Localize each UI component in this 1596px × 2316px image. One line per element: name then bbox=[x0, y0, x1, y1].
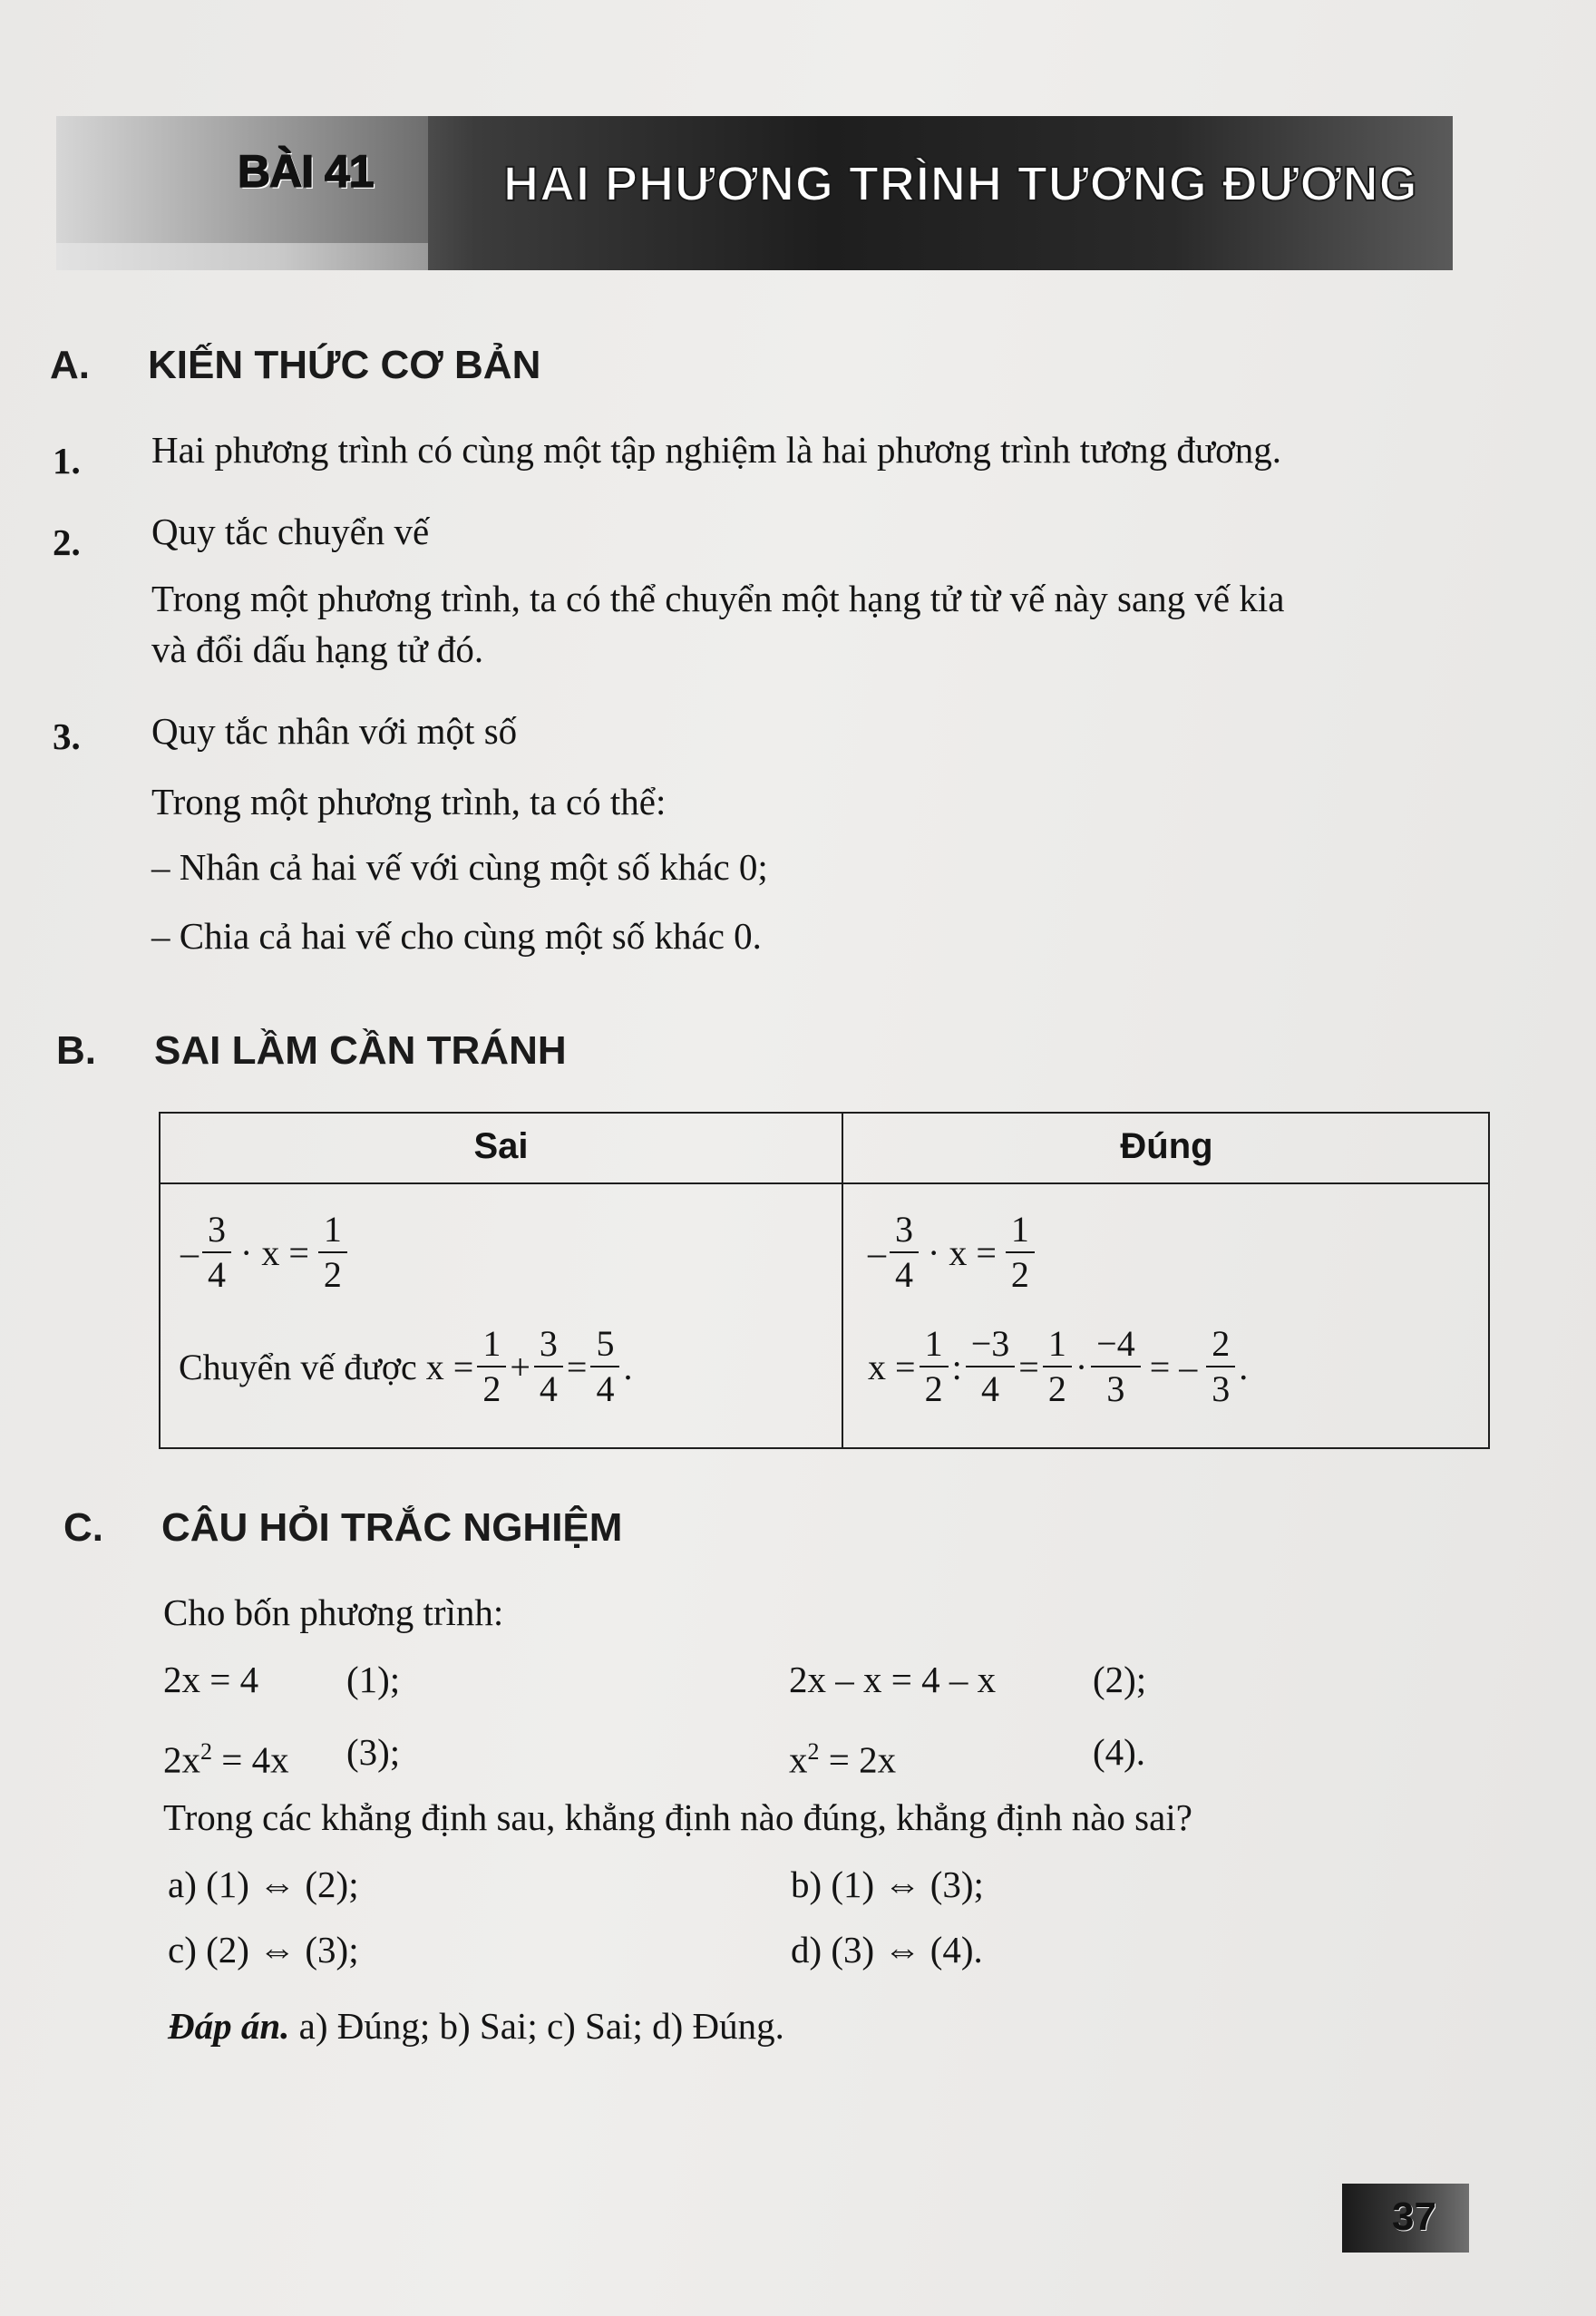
fraction bbox=[1091, 1324, 1141, 1409]
equation-prefix: Chuyển vế được x = bbox=[179, 1346, 474, 1387]
fraction bbox=[477, 1324, 506, 1409]
denominator: 4 bbox=[208, 1254, 226, 1295]
equation-prefix: x = bbox=[868, 1346, 916, 1387]
column-header-wrong: Sai bbox=[473, 1126, 529, 1166]
denominator: 3 bbox=[1212, 1368, 1231, 1409]
numerator: 2 bbox=[1206, 1324, 1235, 1367]
minus-sign: – bbox=[180, 1231, 199, 1273]
numerator: 3 bbox=[534, 1324, 563, 1367]
operator: : bbox=[951, 1346, 962, 1387]
operator: + bbox=[510, 1346, 530, 1387]
item-3-number: 3. bbox=[53, 715, 81, 757]
question-text: Trong các khẳng định sau, khẳng định nào đúng, khẳng định nào sai? bbox=[163, 1796, 1192, 1838]
question-intro: Cho bốn phương trình: bbox=[163, 1591, 504, 1633]
section-b-title: SAI LẦM CẦN TRÁNH bbox=[154, 1028, 567, 1073]
mistakes-table bbox=[159, 1112, 1490, 1449]
equation-2-label: (2); bbox=[1093, 1659, 1147, 1700]
equation-3-label: (3); bbox=[346, 1731, 401, 1773]
item-2-line-2: và đổi dấu hạng tử đó. bbox=[151, 628, 484, 670]
equation-4-exponent: 2 bbox=[807, 1738, 820, 1765]
operator: · x = bbox=[240, 1231, 309, 1273]
option-c: c) (2) ⇔ (3); bbox=[168, 1929, 359, 1971]
numerator: 1 bbox=[477, 1324, 506, 1367]
answer bbox=[168, 2002, 784, 2049]
table-divider-horizontal bbox=[161, 1182, 1488, 1184]
operator: = bbox=[566, 1346, 588, 1387]
numerator: 1 bbox=[318, 1210, 347, 1253]
fraction bbox=[590, 1324, 619, 1409]
numerator: −4 bbox=[1091, 1324, 1141, 1367]
equation-3-base: 2x bbox=[163, 1738, 200, 1781]
equation-4-label: (4). bbox=[1093, 1731, 1146, 1773]
equation-4-rest: = 2x bbox=[819, 1738, 897, 1781]
period: . bbox=[623, 1346, 633, 1387]
denominator: 2 bbox=[482, 1368, 501, 1409]
fraction bbox=[534, 1324, 563, 1409]
equation-2: 2x – x = 4 – x bbox=[789, 1659, 997, 1700]
denominator: 2 bbox=[1010, 1254, 1029, 1295]
item-1-text: Hai phương trình có cùng một tập nghiệm là hai phương trình tương đương. bbox=[151, 429, 1281, 471]
numerator: −3 bbox=[966, 1324, 1016, 1367]
equation-3 bbox=[163, 1728, 289, 1784]
section-c-heading bbox=[63, 1505, 622, 1551]
item-2-number: 2. bbox=[53, 521, 81, 563]
option-b: b) (1) ⇔ (3); bbox=[791, 1864, 984, 1905]
period: . bbox=[1239, 1346, 1249, 1387]
equation-4 bbox=[789, 1728, 896, 1784]
right-equation-1 bbox=[868, 1210, 1038, 1295]
denominator: 2 bbox=[924, 1368, 943, 1409]
equation-4-base: x bbox=[789, 1738, 808, 1781]
equation-1-label: (1); bbox=[346, 1659, 401, 1700]
page-number: 37 bbox=[1392, 2194, 1436, 2239]
operator: = – bbox=[1149, 1346, 1198, 1387]
right-equation-2 bbox=[868, 1324, 1248, 1409]
item-2-line-1: Trong một phương trình, ta có thể chuyển một hạng tử từ vế này sang vế kia bbox=[151, 578, 1285, 619]
operator: · x = bbox=[928, 1231, 997, 1273]
equation-3-exponent: 2 bbox=[200, 1738, 212, 1765]
numerator: 3 bbox=[890, 1210, 919, 1253]
section-b-letter: B. bbox=[56, 1028, 96, 1073]
fraction bbox=[890, 1210, 919, 1295]
numerator: 3 bbox=[202, 1210, 231, 1253]
option-d: d) (3) ⇔ (4). bbox=[791, 1929, 983, 1971]
section-a-letter: A. bbox=[50, 343, 90, 387]
denominator: 4 bbox=[895, 1254, 913, 1295]
equation-1: 2x = 4 bbox=[163, 1659, 259, 1700]
numerator: 1 bbox=[920, 1324, 949, 1367]
wrong-equation-2 bbox=[179, 1324, 632, 1409]
fraction bbox=[920, 1324, 949, 1409]
numerator: 1 bbox=[1043, 1324, 1072, 1367]
denominator: 4 bbox=[596, 1368, 615, 1409]
item-3-line-3: – Chia cả hai vế cho cùng một số khác 0. bbox=[151, 915, 762, 957]
section-c-title: CÂU HỎI TRẮC NGHIỆM bbox=[161, 1505, 623, 1550]
item-3-line-1: Trong một phương trình, ta có thể: bbox=[151, 781, 667, 822]
denominator: 4 bbox=[980, 1368, 999, 1409]
operator: = bbox=[1018, 1346, 1039, 1387]
numerator: 5 bbox=[590, 1324, 619, 1367]
minus-sign: – bbox=[868, 1231, 886, 1273]
numerator: 1 bbox=[1006, 1210, 1035, 1253]
fraction bbox=[318, 1210, 347, 1295]
section-a-heading bbox=[50, 343, 540, 388]
equation-3-rest: = 4x bbox=[212, 1738, 289, 1781]
fraction bbox=[966, 1324, 1016, 1409]
item-3-line-2: – Nhân cả hai vế với cùng một số khác 0; bbox=[151, 846, 768, 888]
answer-label: Đáp án. bbox=[168, 2005, 290, 2047]
wrong-equation-1 bbox=[180, 1210, 351, 1295]
denominator: 4 bbox=[539, 1368, 558, 1409]
denominator: 3 bbox=[1106, 1368, 1125, 1409]
operator: · bbox=[1075, 1346, 1088, 1387]
fraction bbox=[202, 1210, 231, 1295]
option-a: a) (1) ⇔ (2); bbox=[168, 1864, 359, 1905]
fraction bbox=[1043, 1324, 1072, 1409]
column-header-right: Đúng bbox=[1120, 1126, 1213, 1166]
item-3-title: Quy tắc nhân với một số bbox=[151, 710, 518, 752]
fraction bbox=[1206, 1324, 1235, 1409]
section-c-letter: C. bbox=[63, 1505, 103, 1550]
lesson-tab-lower bbox=[56, 243, 428, 270]
lesson-title: HAI PHƯƠNG TRÌNH TƯƠNG ĐƯƠNG bbox=[503, 157, 1418, 211]
answer-text: a) Đúng; b) Sai; c) Sai; d) Đúng. bbox=[289, 2005, 784, 2047]
denominator: 2 bbox=[323, 1254, 342, 1295]
item-2-title: Quy tắc chuyển vế bbox=[151, 511, 430, 552]
fraction bbox=[1006, 1210, 1035, 1295]
section-b-heading bbox=[56, 1028, 567, 1074]
lesson-number: BÀI 41 bbox=[238, 146, 374, 197]
item-1-number: 1. bbox=[53, 440, 81, 482]
section-a-title: KIẾN THỨC CƠ BẢN bbox=[148, 343, 541, 387]
denominator: 2 bbox=[1047, 1368, 1066, 1409]
